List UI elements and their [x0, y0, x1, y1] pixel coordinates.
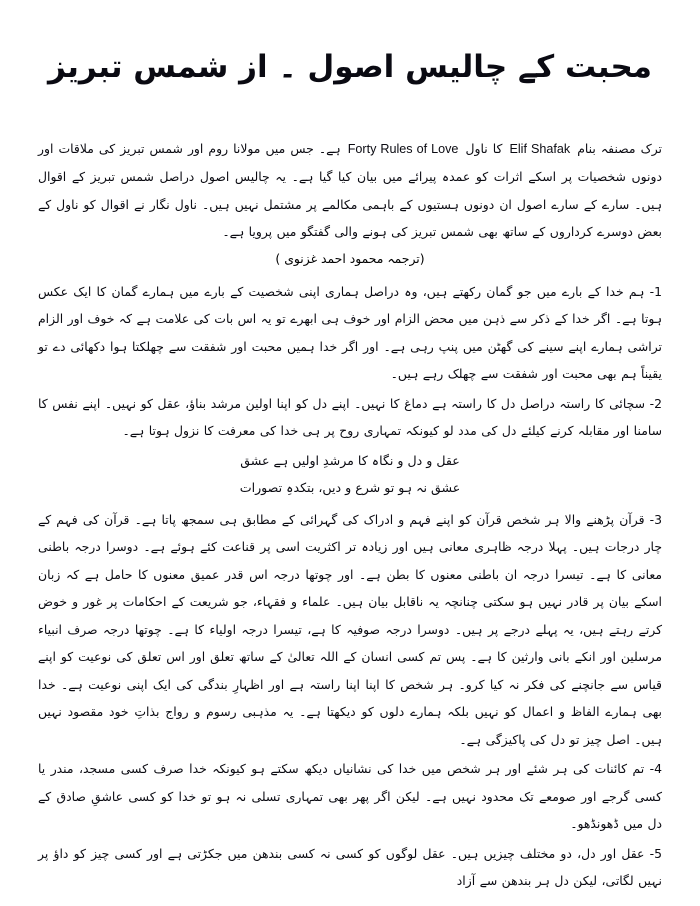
page-title: محبت کے چالیس اصول ۔ از شمس تبریز — [48, 49, 652, 85]
latin-run: Elif Shafak — [509, 141, 571, 156]
latin-run: Forty Rules of Love — [347, 141, 459, 156]
rule-2-paragraph: 2- سچائی کا راستہ دراصل دل کا راستہ ہے دماغ کا نہیں۔ اپنے دل کو اپنا اولین مرشد بناؤ، عقل کو نہیں۔ اپنے نفس کا سامنا اور مقابلہ کرنے کیلئے دل کی مدد لو کیونکہ تمہاری روح پر ہی خدا کی معرفت کا نزول ہوتا ہے۔ — [38, 395, 662, 438]
rule-5-paragraph: 5- عقل اور دل، دو مختلف چیزیں ہیں۔ عقل لوگوں کو کسی نہ کسی بندھن میں جکڑتی ہے اور کسی چیز کو داؤ پر نہیں لگاتی، لیکن دل ہر بندھن سے آزاد — [38, 845, 662, 888]
rule-3-paragraph: 3- قرآن پڑھنے والا ہر شخص قرآن کو اپنے فہم و ادراک کی گہرائی کے مطابق ہی سمجھ پاتا ہے۔ قرآن کی فہم کے چار درجات ہیں۔ پہلا درجہ ظاہری معانی ہیں اور زیادہ تر اکثریت اسی پر قناعت کئے ہوئے ہے۔ دوسرا درجہ باطنی معانی کا ہے۔ تیسرا درجہ ان باطنی معنوں کا بطن ہے۔ اور چوتھا درجہ اس قدر عمیق معنوں کا حامل ہے کہ زبان اسکے بیان پر قادر نہیں ہو سکتی چنانچہ یہ ناقابل بیان ہیں۔ علماء و فقہاء، جو شریعت کے احکامات پر غور و خوض کرتے رہتے ہیں، یہ پہلے درجے پر ہیں۔ دوسرا درجہ صوفیہ کا ہے، تیسرا درجہ اولیاء کا ہے۔ چوتھا درجہ صرف انبیاء مرسلین اور انکے بانی وارثین کا ہے۔ پس تم کسی انسان کے اللہ تعالیٰ کے ساتھ تعلق اور اس تعلق کی نوعیت کو اپنے قیاس سے جانچنے کی فکر نہ کیا کرو۔ ہر شخص کا اپنا اپنا راستہ ہے اور اظہارِ بندگی کی ایک اپنی نوعیت ہے۔ خدا بھی ہمارے الفاظ و اعمال کو نہیں بلکہ ہمارے دلوں کو دیکھتا ہے۔ یہ مذہبی رسوم و رواج بذاتِ خود مقصود نہیں ہیں۔ اصل چیز تو دل کی پاکیزگی ہے۔ — [38, 511, 662, 747]
document-body — [38, 135, 662, 895]
rule-1-paragraph: 1- ہم خدا کے بارے میں جو گمان رکھتے ہیں، وہ دراصل ہماری اپنی شخصیت کے بارے میں ہمارے گمان کا ایک عکس ہوتا ہے۔ اگر خدا کے ذکر سے ذہن میں محض الزام اور خوف ہی ابھرے تو یہ اس بات کی علامت ہے کہ خوف اور الزام تراشی ہمارے اپنے سینے کی گھٹن میں پنپ رہی ہے۔ اور اگر خدا ہمیں محبت اور شفقت سے چھلکتا ہوا دکھائی دے تو یقیناً ہم بھی محبت اور شفقت سے چھلک رہے ہیں۔ — [38, 283, 662, 381]
verse-block — [38, 449, 662, 500]
verse-line-1: عقل و دل و نگاہ کا مرشدِ اولیں ہے عشق — [240, 452, 460, 468]
translator-credit: (ترجمہ محمود احمد غزنوی ) — [275, 250, 425, 266]
intro-paragraph: ترک مصنفہ بنام Elif Shafak کا ناول Forty Rules of Love ہے۔ جس میں مولانا روم اور شمس تبریز کی ملاقات اور دونوں شخصیات پر اسکے اثرات کو عمدہ پیرائے میں بیان کیا گیا ہے۔ یہ چالیس اصول دراصل شمس تبریز کے اقوال ہیں۔ سارے کے سارے اصول ان دونوں ہستیوں کے باہمی مکالمے پر مشتمل نہیں ہیں۔ ناول نگار نے اقوال کو ناول کے بعض دوسرے کرداروں کے ساتھ بھی شمس تبریز کی ہونے والی گفتگو میں پرویا ہے۔ — [38, 135, 662, 246]
verse-line-2: عشق نہ ہو تو شرع و دیں، بتکدہِ تصورات — [239, 479, 461, 495]
rule-4-paragraph: 4- تم کائنات کی ہر شئے اور ہر شخص میں خدا کی نشانیاں دیکھ سکتے ہو کیونکہ خدا صرف کسی مسجد، مندر یا کسی گرجے اور صومعے تک محدود نہیں ہے۔ لیکن اگر پھر بھی تمہاری تسلی نہ ہو تو خدا کو کسی عاشقِ صادق کے دل میں ڈھونڈھو۔ — [38, 761, 662, 831]
